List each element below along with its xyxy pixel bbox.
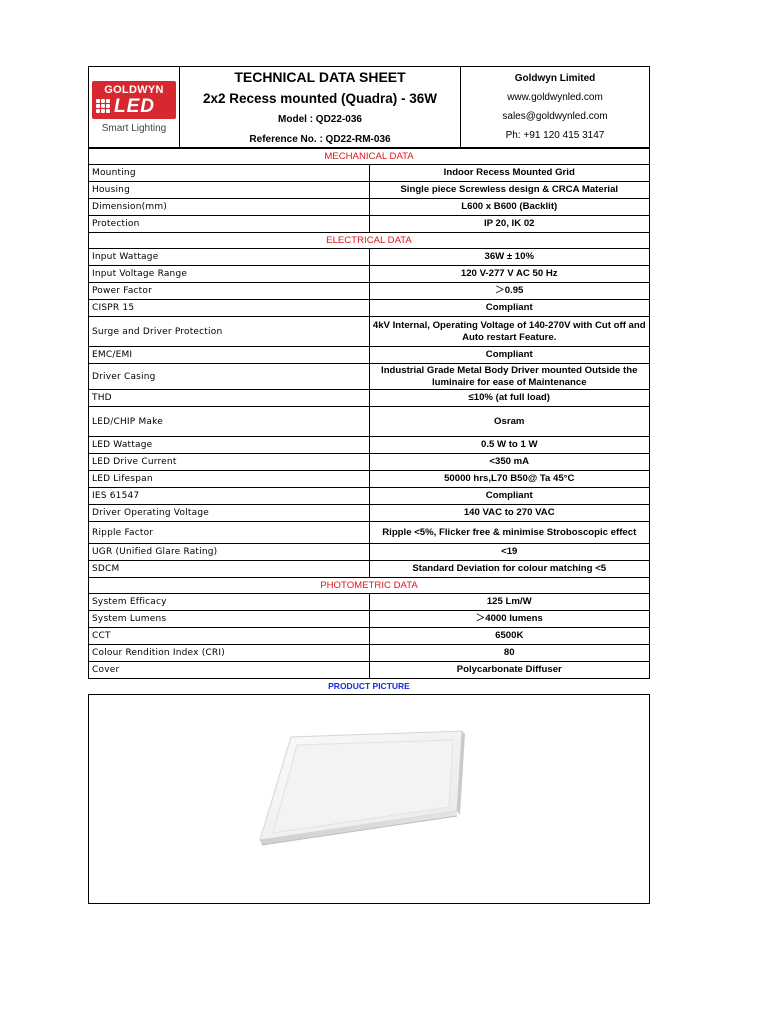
spec-value: Compliant	[369, 300, 650, 317]
spec-label: Driver Casing	[89, 364, 370, 390]
spec-label: THD	[89, 390, 370, 407]
contact-cell	[461, 67, 650, 148]
spec-value: 36W ± 10%	[369, 249, 650, 266]
spec-row-cover	[89, 662, 650, 679]
header-table	[88, 66, 650, 148]
spec-value: Standard Deviation for colour matching <5	[369, 561, 650, 578]
spec-row-ugr-unified-glare-rating	[89, 544, 650, 561]
spec-value: 80	[369, 645, 650, 662]
spec-label: Housing	[89, 182, 370, 199]
spec-label: LED/CHIP Make	[89, 407, 370, 437]
spec-value: IP 20, IK 02	[369, 216, 650, 233]
section-heading-electrical: ELECTRICAL DATA	[89, 233, 650, 249]
company-name: Goldwyn Limited	[514, 73, 596, 84]
spec-row-ripple-factor	[89, 522, 650, 544]
spec-value: Compliant	[369, 488, 650, 505]
reference-number: Reference No. : QD22-RM-036	[249, 134, 391, 145]
logo-tagline: Smart Lighting	[101, 122, 167, 134]
website-link[interactable]: www.goldwynled.com	[507, 92, 603, 103]
logo-name-bottom: LED	[114, 95, 155, 117]
spec-value: 4kV Internal, Operating Voltage of 140-270V with Cut off and Auto restart Feature.	[369, 317, 650, 347]
spec-value: L600 x B600 (Backlit)	[369, 199, 650, 216]
spec-label: SDCM	[89, 561, 370, 578]
spec-label: EMC/EMI	[89, 347, 370, 364]
product-picture-heading: PRODUCT PICTURE	[328, 681, 410, 691]
spec-value: 140 VAC to 270 VAC	[369, 505, 650, 522]
title-cell	[180, 67, 461, 148]
spec-label: Ripple Factor	[89, 522, 370, 544]
spec-row-emc-emi	[89, 347, 650, 364]
spec-value: Polycarbonate Diffuser	[369, 662, 650, 679]
spec-row-dimension-mm	[89, 199, 650, 216]
spec-row-driver-operating-voltage	[89, 505, 650, 522]
spec-value: Ripple <5%, Flicker free & minimise Stroboscopic effect	[369, 522, 650, 544]
spec-row-mounting	[89, 165, 650, 182]
spec-row-sdcm	[89, 561, 650, 578]
spec-value: 0.5 W to 1 W	[369, 437, 650, 454]
spec-label: Surge and Driver Protection	[89, 317, 370, 347]
spec-row-power-factor	[89, 283, 650, 300]
data-sheet	[88, 66, 650, 904]
spec-row-input-voltage-range	[89, 266, 650, 283]
spec-row-led-lifespan	[89, 471, 650, 488]
phone-number: Ph: +91 120 415 3147	[505, 130, 605, 141]
spec-row-surge-and-driver-protection	[89, 317, 650, 347]
spec-row-ies-61547	[89, 488, 650, 505]
spec-label: System Lumens	[89, 611, 370, 628]
spec-row-thd	[89, 390, 650, 407]
spec-label: CCT	[89, 628, 370, 645]
spec-row-led-drive-current	[89, 454, 650, 471]
spec-label: Mounting	[89, 165, 370, 182]
spec-value: ≤10% (at full load)	[369, 390, 650, 407]
spec-value: 120 V-277 V AC 50 Hz	[369, 266, 650, 283]
spec-value: 6500K	[369, 628, 650, 645]
spec-row-driver-casing	[89, 364, 650, 390]
product-picture-frame	[88, 694, 650, 904]
spec-value: Single piece Screwless design & CRCA Material	[369, 182, 650, 199]
logo-name-top: GOLDWYN	[104, 83, 164, 96]
spec-label: Driver Operating Voltage	[89, 505, 370, 522]
spec-row-system-efficacy	[89, 594, 650, 611]
spec-value: ＞0.95	[369, 283, 650, 300]
panel-light-image	[169, 705, 569, 895]
spec-table	[88, 148, 650, 679]
model-number: Model : QD22-036	[278, 114, 362, 125]
spec-value: Compliant	[369, 347, 650, 364]
spec-label: System Efficacy	[89, 594, 370, 611]
spec-row-system-lumens	[89, 611, 650, 628]
spec-label: LED Lifespan	[89, 471, 370, 488]
spec-row-cct	[89, 628, 650, 645]
document-title: TECHNICAL DATA SHEET	[234, 69, 406, 85]
spec-label: Cover	[89, 662, 370, 679]
spec-value: <19	[369, 544, 650, 561]
product-title: 2x2 Recess mounted (Quadra) - 36W	[202, 91, 438, 106]
email-link[interactable]: sales@goldwynled.com	[502, 111, 608, 122]
spec-label: Input Wattage	[89, 249, 370, 266]
spec-label: Dimension(mm)	[89, 199, 370, 216]
spec-label: IES 61547	[89, 488, 370, 505]
section-heading-mechanical: MECHANICAL DATA	[89, 149, 650, 165]
section-heading-photometric: PHOTOMETRIC DATA	[89, 578, 650, 594]
spec-label: Colour Rendition Index (CRI)	[89, 645, 370, 662]
spec-value: Osram	[369, 407, 650, 437]
spec-row-housing	[89, 182, 650, 199]
spec-row-led-chip-make	[89, 407, 650, 437]
spec-label: Power Factor	[89, 283, 370, 300]
spec-row-cispr-15	[89, 300, 650, 317]
spec-value: Indoor Recess Mounted Grid	[369, 165, 650, 182]
spec-value: Industrial Grade Metal Body Driver mounted Outside the luminaire for ease of Maintenance	[369, 364, 650, 390]
spec-value: 50000 hrs,L70 B50@ Ta 45°C	[369, 471, 650, 488]
spec-value: <350 mA	[369, 454, 650, 471]
spec-row-protection	[89, 216, 650, 233]
spec-label: LED Wattage	[89, 437, 370, 454]
spec-row-input-wattage	[89, 249, 650, 266]
spec-label: LED Drive Current	[89, 454, 370, 471]
goldwyn-led-logo	[92, 81, 176, 119]
spec-label: Input Voltage Range	[89, 266, 370, 283]
spec-value: 125 Lm/W	[369, 594, 650, 611]
spec-value: ＞4000 lumens	[369, 611, 650, 628]
spec-row-led-wattage	[89, 437, 650, 454]
spec-row-colour-rendition-index-cri	[89, 645, 650, 662]
spec-label: CISPR 15	[89, 300, 370, 317]
spec-label: Protection	[89, 216, 370, 233]
spec-label: UGR (Unified Glare Rating)	[89, 544, 370, 561]
logo-cell	[89, 67, 180, 148]
logo-dots-icon	[96, 99, 110, 113]
